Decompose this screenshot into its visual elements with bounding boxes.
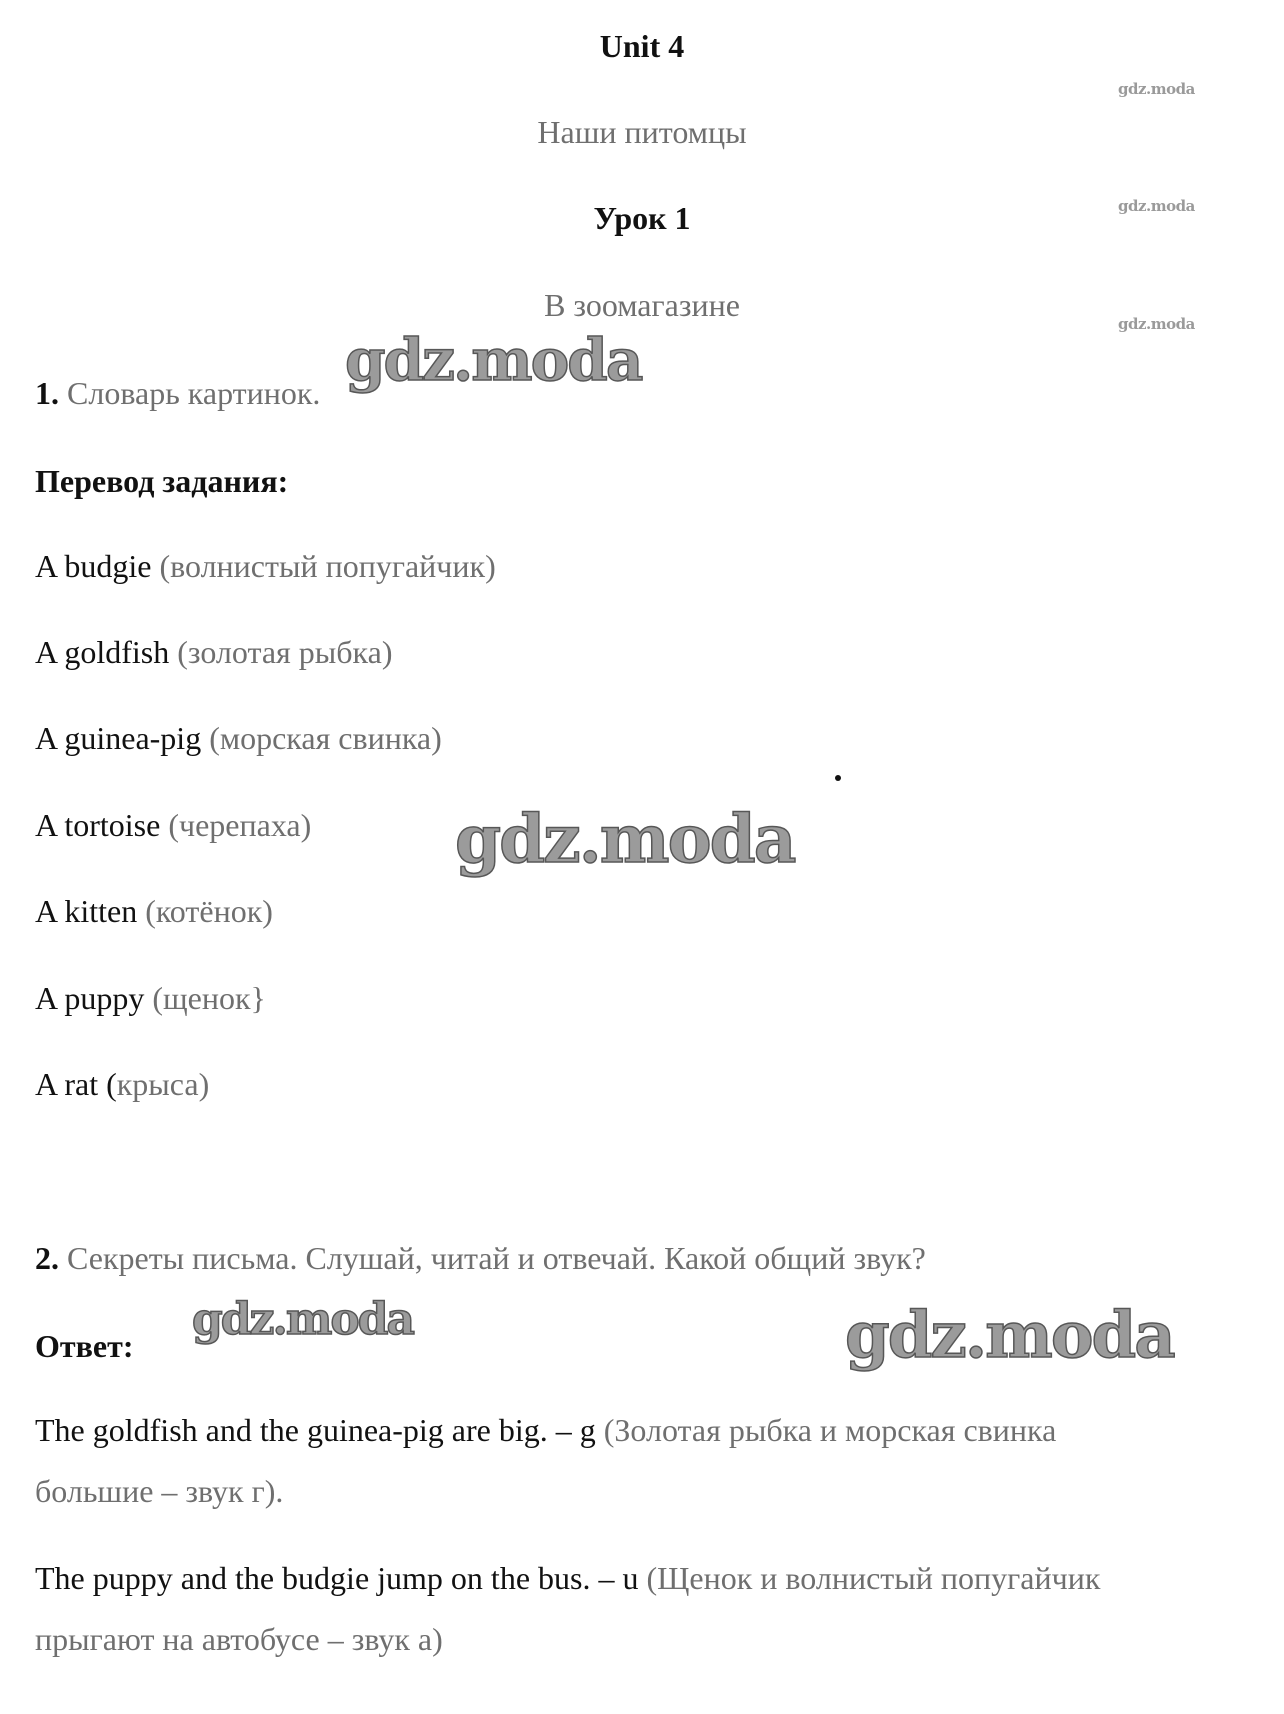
answer-line-continued: прыгают на автобусе – звук а) (35, 1621, 443, 1657)
unit-subtitle: Наши питомцы (537, 114, 747, 150)
lesson-title: Урок 1 (593, 200, 691, 236)
vocab-item: A goldfish (золотая рыбка) (35, 634, 393, 670)
answer-line: The goldfish and the guinea-pig are big. – g (Золотая рыбка и морская свинка (35, 1412, 1057, 1448)
answer-line: The puppy and the budgie jump on the bus. – u (Щенок и волнистый попугайчик (35, 1560, 1101, 1596)
answer-line-continued: большие – звук г). (35, 1473, 284, 1509)
vocab-item: A guinea-pig (морская свинка) (35, 720, 442, 756)
vocab-item: A budgie (волнистый попугайчик) (35, 548, 496, 584)
lesson-subtitle: В зоомагазине (544, 287, 740, 323)
answer-heading: Ответ: (35, 1328, 134, 1364)
task2-text: Секреты письма. Слушай, читай и отвечай. Какой общий звук? (67, 1240, 926, 1276)
vocab-item: A tortoise (черепаха) (35, 807, 312, 843)
vocab-item: A kitten (котёнок) (35, 893, 273, 929)
watermark-small: gdz.moda (1118, 315, 1195, 333)
watermark-small: gdz.moda (1118, 197, 1195, 215)
task1-text: Словарь картинок. (67, 375, 321, 411)
task1-prompt (35, 375, 320, 412)
stray-dot (835, 775, 841, 781)
watermark-small: gdz.moda (1118, 80, 1195, 98)
task2-number: 2. (35, 1240, 59, 1276)
task2-prompt (35, 1240, 926, 1277)
watermark-large: gdz.moda (845, 1298, 1174, 1373)
task1-number: 1. (35, 375, 59, 411)
vocab-item: A puppy (щенок} (35, 980, 266, 1016)
watermark-large: gdz.moda (192, 1294, 414, 1345)
vocab-item: A rat (крыса) (35, 1066, 210, 1102)
unit-title: Unit 4 (599, 28, 685, 64)
watermark-large: gdz.moda (455, 800, 795, 878)
watermark-large: gdz.moda (345, 326, 642, 394)
translation-heading: Перевод задания: (35, 463, 289, 499)
